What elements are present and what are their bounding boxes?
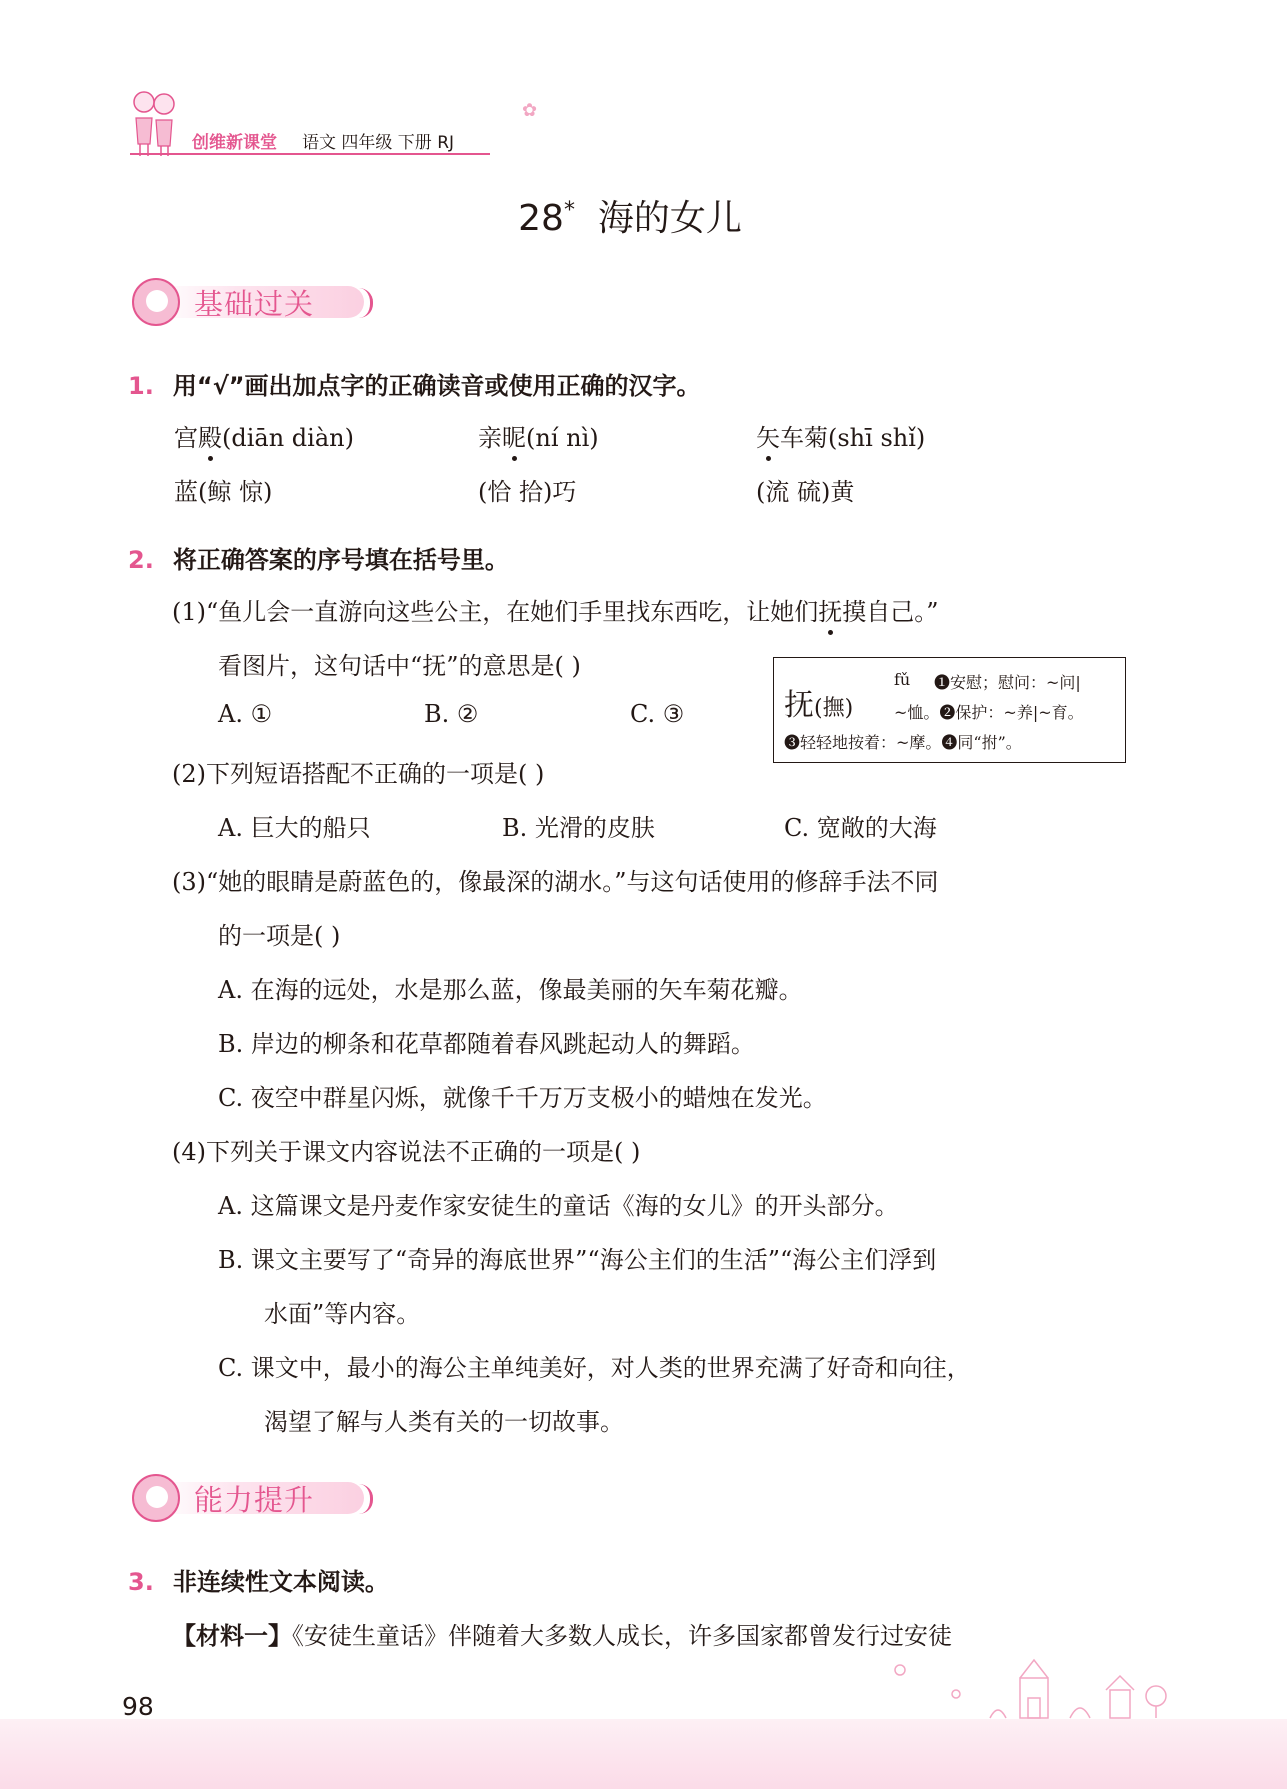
q2-3-option-a: A. 在海的远处，水是那么蓝，像最美丽的矢车菊花瓣。: [218, 976, 803, 1004]
castle-doodle-icon: [870, 1650, 1190, 1722]
q2-4-option-a: A. 这篇课文是丹麦作家安徒生的童话《海的女儿》的开头部分。: [218, 1192, 899, 1220]
q2-2-option-c: C. 宽敞的大海: [784, 814, 937, 842]
flower-icon: ✿: [522, 100, 538, 121]
question-2-stem: [128, 540, 509, 575]
q1-item-6: (流 硫)黄: [756, 478, 855, 506]
section-basic-label: 基础过关: [194, 287, 315, 321]
q2-1-option-c: C. ③: [630, 700, 685, 728]
q2-4-option-c-line-1: C. 课文中，最小的海公主单纯美好，对人类的世界充满了好奇和向往，: [218, 1354, 971, 1382]
material-1-label: 【材料一】: [172, 1621, 292, 1650]
lesson-number: 28: [518, 198, 564, 239]
lesson-star: *: [563, 198, 575, 223]
face-badge-icon: [132, 1474, 180, 1522]
headword-traditional: (撫): [814, 696, 854, 721]
ribbon-tail: [358, 1484, 373, 1514]
lesson-title: [0, 190, 1260, 241]
book-info: 语文 四年级 下册 RJ: [302, 133, 455, 153]
q1-item-2-options: (ní nì): [526, 424, 599, 452]
q1-item-2-pre: 亲: [478, 424, 502, 452]
dictionary-headword: [784, 680, 853, 724]
q1-item-3-dotted-char: 矢: [756, 418, 780, 453]
q1-item-2: [478, 418, 599, 453]
q1-item-3: [756, 418, 925, 453]
q1-item-4: 蓝(鲸 惊): [174, 478, 273, 506]
footer-band: [0, 1719, 1287, 1789]
q2-4-option-b-line-1: B. 课文主要写了“奇异的海底世界”“海公主们的生活”“海公主们浮到: [218, 1246, 937, 1274]
brand-name: 创维新课堂: [192, 133, 277, 153]
q2-3-option-b: B. 岸边的柳条和花草都随着春风跳起动人的舞蹈。: [218, 1030, 755, 1058]
section-basic-header: [132, 278, 372, 326]
material-1-line: [172, 1616, 952, 1651]
q2-3-line-1: (3)“她的眼睛是蔚蓝色的，像最深的湖水。”与这句话使用的修辞手法不同: [172, 868, 939, 896]
question-2-text: 将正确答案的序号填在括号里。: [172, 546, 509, 574]
question-1-number: 1.: [128, 372, 154, 400]
q2-1-text-a: (1)“鱼儿会一直游向这些公主，在她们手里找东西吃，让她们: [172, 598, 819, 626]
section-advance-label: 能力提升: [194, 1483, 315, 1517]
question-3-number: 3.: [128, 1568, 154, 1596]
q2-1-dotted-char: 抚: [818, 592, 842, 627]
q2-3-line-2: 的一项是( ): [218, 922, 341, 950]
definition-line-3: ❸轻轻地按着：~摩。❹同“拊”。: [784, 733, 1022, 752]
question-3-text: 非连续性文本阅读。: [172, 1568, 389, 1596]
definition-line-2: ~恤。❷保护：~养|~育。: [894, 703, 1084, 722]
q1-item-3-options: 车菊(shī shǐ): [780, 424, 926, 452]
q2-1-text-b: 摸自己。”: [842, 598, 939, 626]
q2-1-option-b: B. ②: [424, 700, 479, 728]
material-1-text: 《安徒生童话》伴随着大多数人成长，许多国家都曾发行过安徒: [292, 1622, 952, 1650]
q1-item-5: (恰 拾)巧: [478, 478, 577, 506]
q2-4-option-c-line-2: 渴望了解与人类有关的一切故事。: [264, 1408, 624, 1436]
q2-1-option-a: A. ①: [218, 700, 273, 728]
ribbon-tail: [358, 288, 373, 318]
q2-4-option-b-line-2: 水面”等内容。: [264, 1300, 421, 1328]
headword-pinyin: fǔ: [894, 670, 911, 689]
page-number: 98: [122, 1692, 154, 1721]
headword-char: 抚: [784, 688, 814, 723]
face-badge-icon: [132, 278, 180, 326]
question-2-number: 2.: [128, 546, 154, 574]
q1-item-1-dotted-char: 殿: [198, 418, 222, 453]
q2-2-option-a: A. 巨大的船只: [218, 814, 371, 842]
section-advance-header: [132, 1474, 372, 1522]
q2-4-stem: (4)下列关于课文内容说法不正确的一项是( ): [172, 1138, 641, 1166]
kids-mascot-icon: [128, 88, 178, 158]
q1-item-1-options: (diān diàn): [222, 424, 354, 452]
q2-2-stem: (2)下列短语搭配不正确的一项是( ): [172, 760, 545, 788]
lesson-name: 海的女儿: [597, 198, 742, 239]
dictionary-entry-box: [773, 657, 1126, 763]
q2-1-line-1: [172, 592, 939, 627]
q2-3-option-c: C. 夜空中群星闪烁，就像千千万万支极小的蜡烛在发光。: [218, 1084, 827, 1112]
definition-line-1: ❶安慰；慰问：~问|: [934, 673, 1081, 692]
q1-item-2-dotted-char: 昵: [502, 418, 526, 453]
q2-1-line-2: 看图片，这句话中“抚”的意思是( ): [218, 652, 581, 680]
question-1-stem: [128, 366, 700, 401]
header-divider: [130, 153, 490, 155]
question-3-stem: [128, 1562, 389, 1597]
q1-item-1: [174, 418, 354, 453]
question-1-text: 用“√”画出加点字的正确读音或使用正确的汉字。: [172, 372, 701, 400]
q1-item-1-pre: 宫: [174, 424, 198, 452]
q2-2-option-b: B. 光滑的皮肤: [502, 814, 655, 842]
